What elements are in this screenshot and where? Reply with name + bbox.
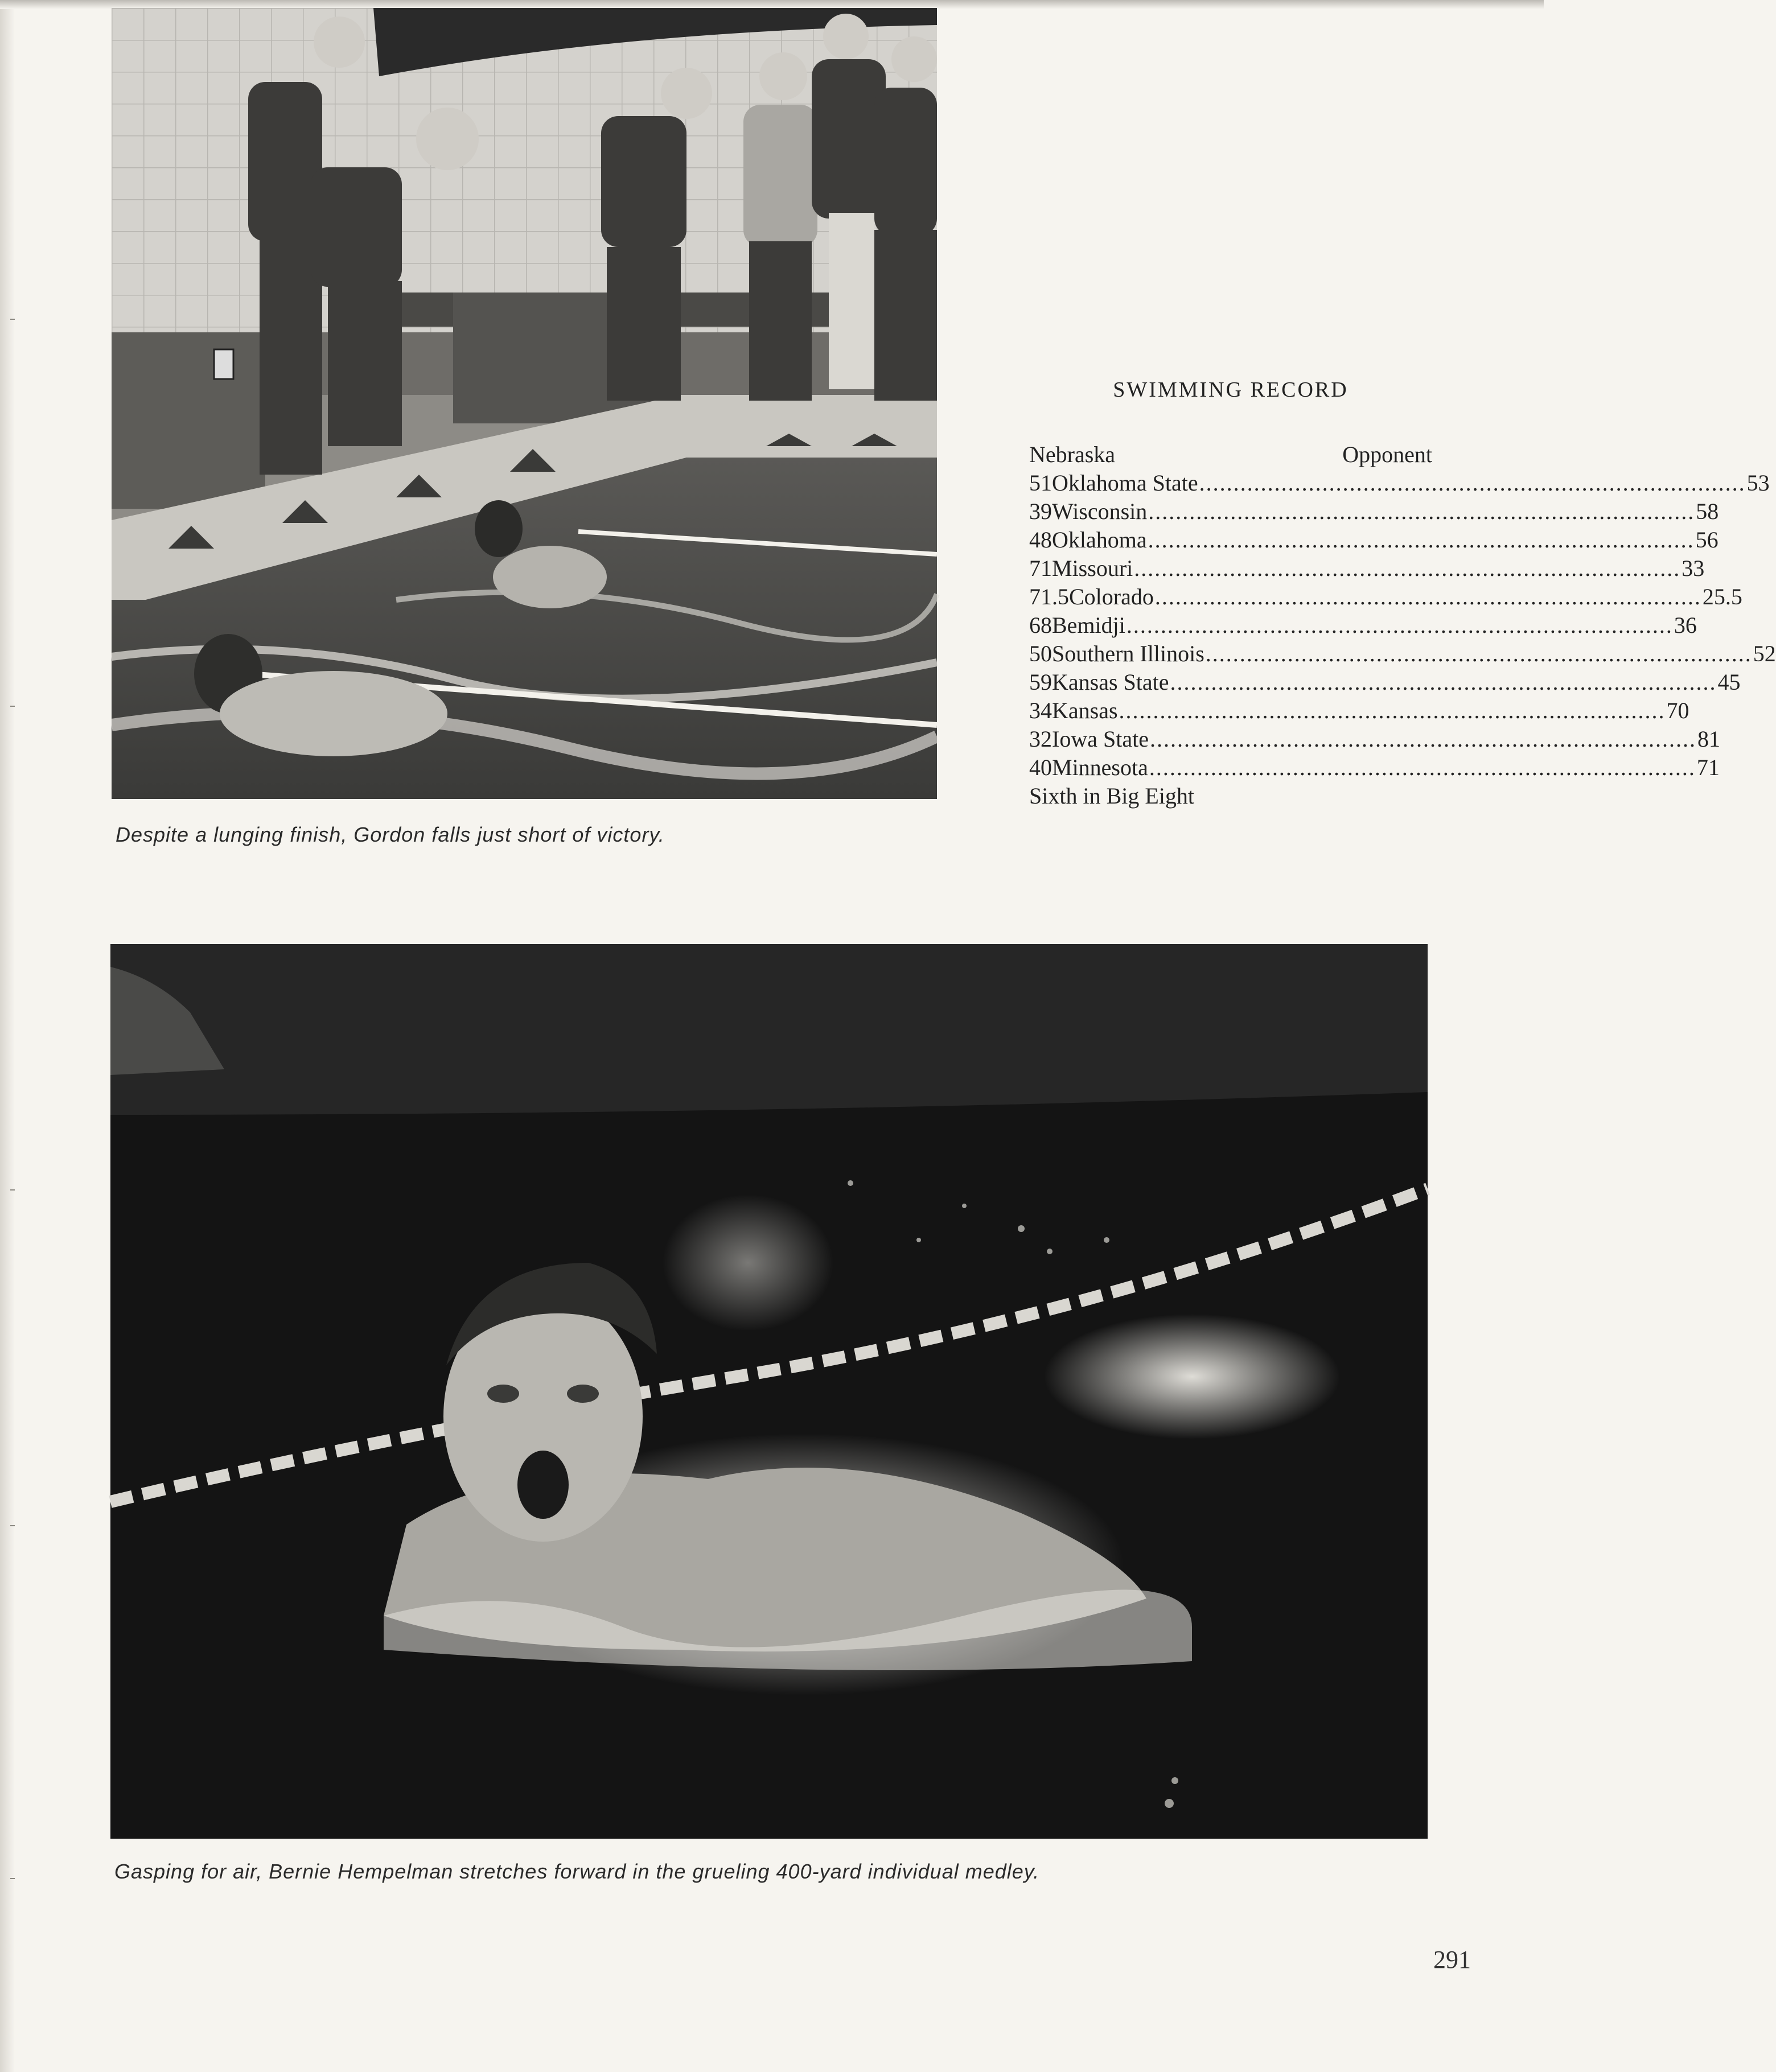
- photo-caption: Gasping for air, Bernie Hempelman stretches forward in the grueling 400-yard individual medley.: [114, 1860, 1040, 1883]
- page-edge: [0, 0, 15, 2072]
- opponent-score: 71: [1696, 755, 1720, 780]
- record-row: [1029, 640, 1776, 668]
- nebraska-score: 59: [1029, 669, 1052, 695]
- opponent-name: Southern Illinois: [1052, 641, 1204, 666]
- nebraska-score: 40: [1029, 755, 1052, 780]
- dot-leader: ................................................................................: [1126, 612, 1673, 638]
- opponent-name: Iowa State: [1052, 726, 1149, 752]
- page-number: 291: [1433, 1946, 1471, 1974]
- nebraska-score: 51: [1029, 470, 1052, 496]
- opponent-score: 25.5: [1702, 584, 1742, 609]
- opponent-name: Minnesota: [1052, 755, 1148, 780]
- record-summary: Sixth in Big Eight: [1029, 783, 1195, 809]
- opponent-name: Oklahoma State: [1052, 470, 1198, 496]
- photo-caption: Despite a lunging finish, Gordon falls just short of victory.: [116, 823, 665, 846]
- record-row: [1029, 583, 1742, 611]
- record-row: [1029, 469, 1770, 497]
- opponent-score: 33: [1682, 555, 1705, 581]
- opponent-name: Missouri: [1052, 555, 1133, 581]
- dot-leader: ................................................................................: [1119, 698, 1666, 723]
- record-row: [1029, 611, 1697, 640]
- opponent-name: Kansas: [1052, 698, 1118, 723]
- record-header: [1029, 440, 1432, 469]
- swimming-record-table: [1029, 376, 1776, 810]
- pool-finish-photo: [112, 8, 937, 799]
- nebraska-score: 71.5: [1029, 584, 1069, 609]
- record-row: [1029, 554, 1705, 583]
- record-row: [1029, 668, 1741, 697]
- nebraska-score: 48: [1029, 527, 1052, 553]
- record-row: [1029, 753, 1720, 782]
- dot-leader: ................................................................................: [1170, 669, 1717, 695]
- dot-leader: ................................................................................: [1149, 726, 1696, 752]
- dot-leader: ................................................................................: [1154, 584, 1701, 609]
- nebraska-score: 68: [1029, 612, 1052, 638]
- opponent-score: 53: [1746, 470, 1770, 496]
- dot-leader: ................................................................................: [1205, 641, 1752, 666]
- dot-leader: ................................................................................: [1199, 470, 1746, 496]
- opponent-name: Oklahoma: [1052, 527, 1147, 553]
- header-nebraska: Nebraska: [1029, 442, 1116, 467]
- binding-mark: [10, 706, 15, 707]
- binding-mark: [10, 319, 15, 320]
- nebraska-score: 71: [1029, 555, 1052, 581]
- binding-mark: [10, 1189, 15, 1191]
- opponent-score: 36: [1674, 612, 1697, 638]
- record-row: [1029, 497, 1719, 526]
- dot-leader: ................................................................................: [1148, 499, 1695, 524]
- nebraska-score: 39: [1029, 499, 1052, 524]
- nebraska-score: 34: [1029, 698, 1052, 723]
- opponent-name: Colorado: [1069, 584, 1154, 609]
- opponent-score: 70: [1666, 698, 1689, 723]
- dot-leader: ................................................................................: [1149, 755, 1696, 780]
- dot-leader: ................................................................................: [1148, 527, 1695, 553]
- binding-mark: [10, 1878, 15, 1879]
- record-row: [1029, 697, 1689, 725]
- opponent-name: Bemidji: [1052, 612, 1125, 638]
- dot-leader: ................................................................................: [1134, 555, 1681, 581]
- record-title: SWIMMING RECORD: [1113, 378, 1349, 402]
- header-opponent: Opponent: [1342, 442, 1432, 467]
- opponent-score: 81: [1697, 726, 1720, 752]
- opponent-score: 56: [1695, 527, 1719, 553]
- opponent-name: Kansas State: [1052, 669, 1169, 695]
- opponent-score: 52: [1753, 641, 1776, 666]
- record-row: [1029, 725, 1720, 753]
- nebraska-score: 50: [1029, 641, 1052, 666]
- record-row: [1029, 526, 1719, 554]
- medley-swimmer-photo: [110, 944, 1428, 1839]
- record-rows: [1029, 469, 1776, 782]
- binding-mark: [10, 1525, 15, 1526]
- nebraska-score: 32: [1029, 726, 1052, 752]
- opponent-score: 58: [1696, 499, 1719, 524]
- opponent-score: 45: [1717, 669, 1741, 695]
- opponent-name: Wisconsin: [1052, 499, 1148, 524]
